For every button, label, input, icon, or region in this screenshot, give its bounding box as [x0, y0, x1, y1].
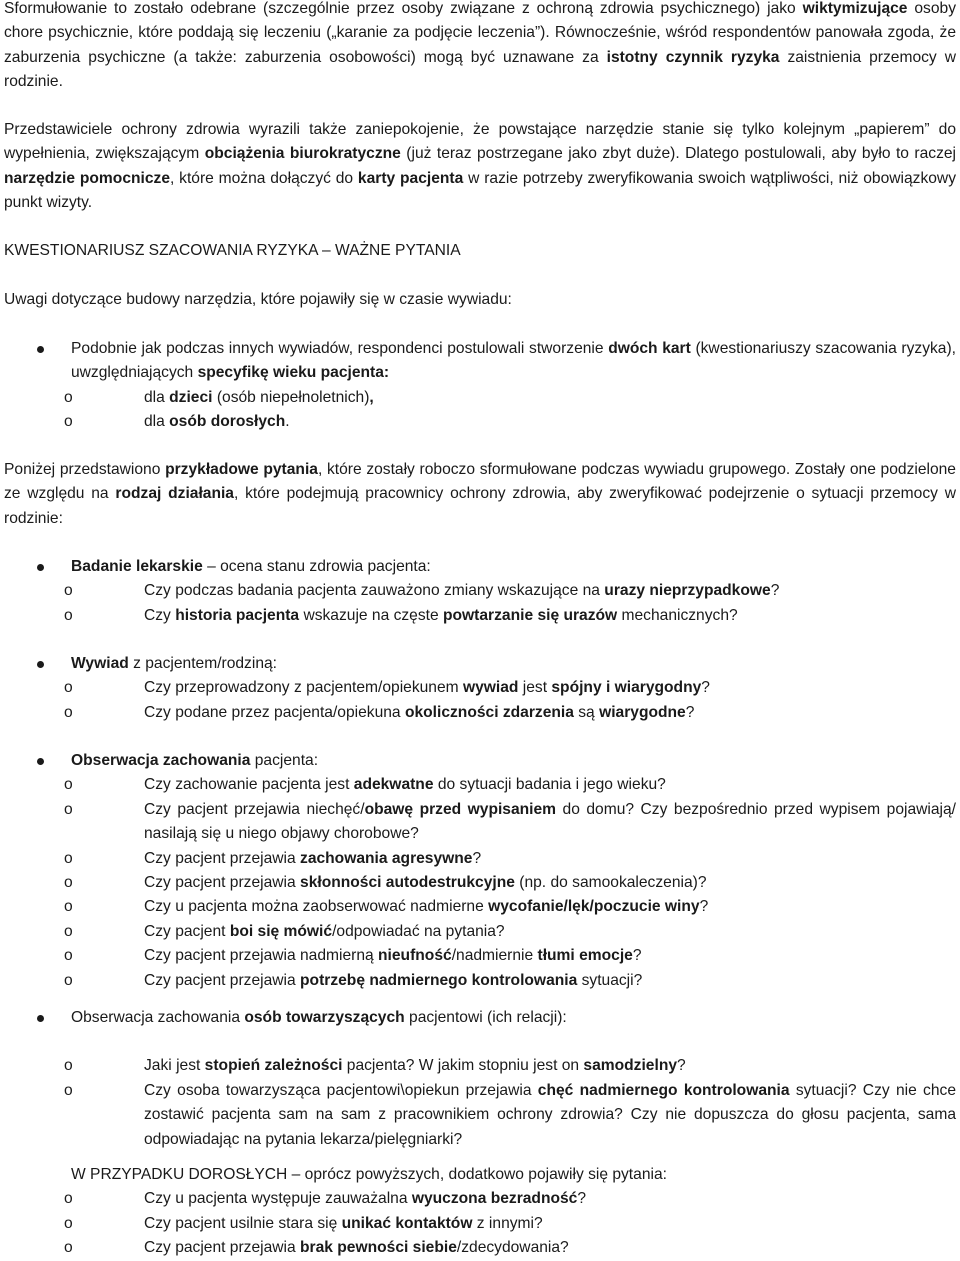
sub-list-item: o dla dzieci (osób niepełnoletnich), — [64, 388, 374, 406]
sub-list-item: o Czy podane przez pacjenta/opiekuna okoliczności zdarzenia są wiarygodne? — [64, 703, 695, 721]
bullet-icon — [37, 661, 44, 668]
sub-list-item: o Czy pacjent przejawia nadmierną nieufność/nadmiernie tłumi emocje? — [64, 947, 642, 965]
sub-list-item: o Czy pacjent przejawia niechęć/obawę przed wypisaniem do domu? Czy bezpośrednio przed wypisem pojawiają/ nasilają się u niego objawy chorobowe? — [64, 800, 956, 843]
sub-list-item: o Czy przeprowadzony z pacjentem/opiekunem wywiad jest spójny i wiarygodny? — [64, 679, 710, 697]
list-item-wywiad: Wywiad z pacjentem/rodziną: o Czy przeprowadzony z pacjentem/opiekunem wywiad jest spójny i wiarygodny? o Czy podane przez pacjenta/opiekuna okoliczności zdarzenia są wiarygodne? — [4, 652, 956, 725]
list-item-badanie: Badanie lekarskie – ocena stanu zdrowia pacjenta: o Czy podczas badania pacjenta zauważono zmiany wskazujące na urazy nieprzypadkowe? o Czy historia pacjenta wskazuje na częste powtarzanie się urazów mechanicznych? — [4, 555, 956, 628]
sub-list-item: o Czy zachowanie pacjenta jest adekwatne do sytuacji badania i jego wieku? — [64, 776, 666, 794]
sub-list-item: o Czy osoba towarzysząca pacjentowi\opiekun przejawia chęć nadmiernego kontrolowania sytuacji? Czy nie chce zostawić pacjenta sam na sam z pracownikiem ochrony zdrowia? Czy nie dopuszcza do głosu pacjenta, sama odpowiadając na pytania lekarza/pielęgniarki? — [64, 1081, 956, 1148]
sub-list-item: o Czy u pacjenta można zaobserwować nadmierne wycofanie/lęk/poczucie winy? — [64, 898, 709, 916]
paragraph-1: Sformułowanie to zostało odebrane (szczególnie przez osoby związane z ochroną zdrowia psychicznego) jako wiktymizujące osoby chore psychicznie, które poddają się leczeniu („karanie za podjęcie leczenia”). Równocześnie, wśród respondentów panowała zgoda, że zaburzenia psychiczne (a także: zaburzenia osobowości) mogą być uznawane za istotny czynnik ryzyka zaistnienia przemocy w rodzinie. — [4, 0, 956, 91]
section-heading: KWESTIONARIUSZ SZACOWANIA RYZYKA – WAŻNE PYTANIA — [4, 242, 461, 259]
bullet-icon — [37, 758, 44, 765]
paragraph-2: Przedstawiciele ochrony zdrowia wyrazili także zaniepokojenie, że powstające narzędzie stanie się tylko kolejnym „papierem” do wypełnienia, zwiększającym obciążenia biurokratyczne (już teraz postrzegane jako zbyt duże). Dlatego postulowali, aby było to raczej narzędzie pomocnicze, które można dołączyć do karty pacjenta w razie potrzeby zweryfikowania swoich wątpliwości, niż obowiązkowy punkt wizyty. — [4, 121, 957, 212]
bullet-icon — [37, 346, 44, 353]
sub-list-item: o Czy podczas badania pacjenta zauważono zmiany wskazujące na urazy nieprzypadkowe? — [64, 582, 780, 600]
sub-list-item: o Czy pacjent przejawia brak pewności siebie/zdecydowania? — [64, 1239, 569, 1257]
bullet-icon — [37, 564, 44, 571]
notes-intro: Uwagi dotyczące budowy narzędzia, które pojawiły się w czasie wywiadu: — [4, 291, 512, 308]
list-item-towarzyszace: Obserwacja zachowania osób towarzyszących pacjentowi (ich relacji): o Jaki jest stopień zależności pacjenta? W jakim stopniu jest on samodzielny? o Czy osoba towarzysząca pacjentowi\opiekun przejawia chęć nadmiernego kontrolowania sytuacji? Czy nie chce zostawić pacjenta sam na sam z pracownikiem ochrony zdrowia? Czy nie dopuszcza do głosu pacjenta, sama odpowiadając na pytania lekarza/pielęgniarki? — [4, 1006, 956, 1152]
sub-list-item: o Czy historia pacjenta wskazuje na częste powtarzanie się urazów mechanicznych? — [64, 606, 738, 624]
sub-list-item: o Czy u pacjenta występuje zauważalna wyuczona bezradność? — [64, 1190, 587, 1208]
sub-list-item: o dla osób dorosłych. — [64, 413, 290, 431]
adult-title: W PRZYPADKU DOROSŁYCH – oprócz powyższych, dodatkowo pojawiły się pytania: — [71, 1166, 667, 1183]
sub-list-item: o Czy pacjent przejawia zachowania agresywne? — [64, 849, 482, 867]
sub-list-item: o Czy pacjent usilnie stara się unikać kontaktów z innymi? — [64, 1214, 543, 1232]
list-item: Podobnie jak podczas innych wywiadów, respondenci postulowali stworzenie dwóch kart (kwestionariuszy szacowania ryzyka), uwzględniających specyfikę wieku pacjenta: o dla dzieci (osób niepełnoletnich), o dla osób dorosłych. — [4, 337, 956, 435]
bullet-icon — [37, 1015, 44, 1022]
paragraph-3: Poniżej przedstawiono przykładowe pytania, które zostały roboczo sformułowane podczas wywiadu grupowego. Zostały one podzielone ze względu na rodzaj działania, które podejmują pracownicy ochrony zdrowia, aby zweryfikować podejrzenie o sytuacji przemocy w rodzinie: — [4, 461, 956, 527]
sub-list-item: o Czy pacjent boi się mówić/odpowiadać na pytania? — [64, 922, 505, 940]
sub-list-item: o Jaki jest stopień zależności pacjenta? W jakim stopniu jest on samodzielny? — [64, 1057, 686, 1075]
sub-list-item: o Czy pacjent przejawia potrzebę nadmiernego kontrolowania sytuacji? — [64, 971, 643, 989]
sub-list-item: o Czy pacjent przejawia skłonności autodestrukcyjne (np. do samookaleczenia)? — [64, 874, 707, 892]
adult-questions — [64, 1163, 956, 1261]
list-item-obserwacja: Obserwacja zachowania pacjenta: o Czy zachowanie pacjenta jest adekwatne do sytuacji badania i jego wieku? o Czy pacjent przejawia niechęć/obawę przed wypisaniem do domu? Czy bezpośrednio przed wypisem pojawiają/ nasilają się u niego objawy chorobowe? o Czy pacjent przejawia zachowania agresywne? o Czy pacjent przejawia skłonności autodestrukcyjne (np. do samookaleczenia)? o Czy u pacjenta można zaobserwować nadmierne wycofanie/lęk/poczucie winy? o Czy pacjent boi się mówić/odpowiadać na pytania? o Czy pacjent przejawia nadmierną nieufność/nadmiernie tłumi emocje? o Czy pacjent przejawia potrzebę nadmiernego kontrolowania sytuacji? — [4, 749, 956, 993]
